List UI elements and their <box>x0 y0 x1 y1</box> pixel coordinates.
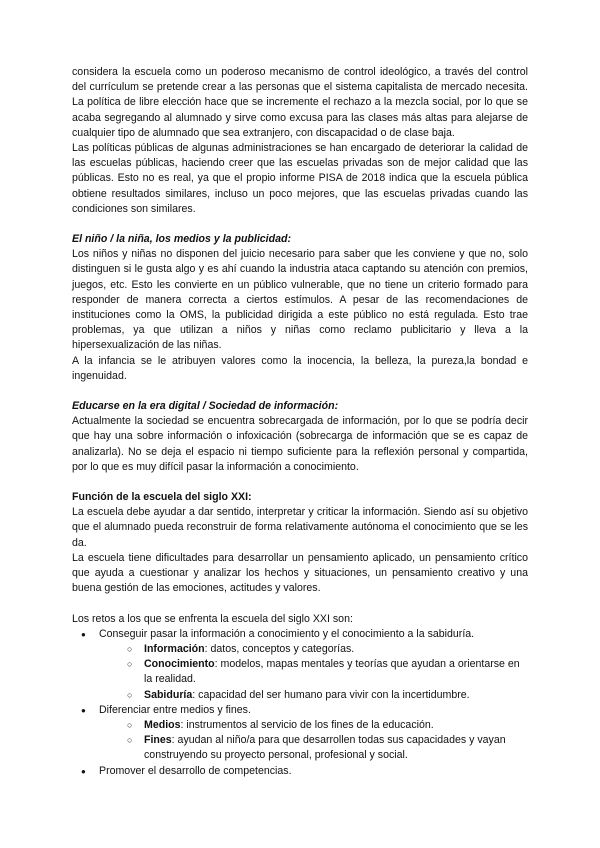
challenges-list <box>72 627 528 779</box>
term: Fines <box>144 734 172 747</box>
list-item <box>99 764 528 779</box>
list-item <box>99 703 528 764</box>
challenge-2-text: Diferenciar entre medios y fines. <box>99 703 251 716</box>
media-paragraph-2: A la infancia se le atribuyen valores como la inocencia, la belleza, la pureza,la bondad e ingenuidad. <box>72 354 528 382</box>
term-description: : instrumentos al servicio de los fines de la educación. <box>180 718 434 731</box>
list-item <box>144 657 528 687</box>
sub-list <box>99 642 528 703</box>
list-item <box>144 718 528 733</box>
section-heading-digital: Educarse en la era digital / Sociedad de información: <box>72 400 339 413</box>
school-paragraph-2: La escuela tiene dificultades para desarrollar un pensamiento aplicado, un pensamiento crítico que ayuda a cuestionar y analizar los hechos y situaciones, un pensamiento creativo y una buena gestión de las emociones, actitudes y valores. <box>72 551 528 595</box>
term-description: : datos, conceptos y categorías. <box>204 642 355 655</box>
term: Información <box>144 642 205 655</box>
school-paragraph-1: La escuela debe ayudar a dar sentido, interpretar y criticar la información. Siendo así su objetivo que el alumnado pueda reconstruir de forma relativamente autónoma el conocimiento que se les da. <box>72 506 528 549</box>
term: Sabiduría <box>144 688 193 701</box>
list-item <box>144 642 528 657</box>
challenge-3-text: Promover el desarrollo de competencias. <box>99 764 292 777</box>
media-paragraph-1: Los niños y niñas no disponen del juicio necesario para saber que les conviene y que no, solo distinguen si le gusta algo y es ahí cuando la industria ataca captando su atención con premios, juegos, etc. Esto les convierte en un público vulnerable, que no tiene un criterio formado para responder de manera correcta a ciertos estímulos. A pesar de las recomendaciones de instituciones como la OMS, la publicidad dirigida a este público no está regulada. Esto trae problemas, ya que utilizan a niños y niñas como reclamo publicitario y lleva a la hipersexualización de las niñas. <box>72 248 528 352</box>
list-item <box>144 733 528 763</box>
term: Medios <box>144 718 181 731</box>
list-item <box>144 688 528 703</box>
intro-paragraph-1: considera la escuela como un poderoso mecanismo de control ideológico, a través del control del currículum se pretende crear a las personas que el sistema capitalista de mercado necesita. La política de libre elección hace que se incremente el rechazo a la mezcla social, por lo que se acaba segregando al alumnado y sirve como excusa para las clases más altas para alejarse de cualquier tipo de alumnado que sea extranjero, con discapacidad o de clase baja. <box>72 66 528 139</box>
term: Conocimiento <box>144 658 215 671</box>
section-heading-school: Función de la escuela del siglo XXI: <box>72 491 252 504</box>
challenges-intro: Los retos a los que se enfrenta la escuela del siglo XXI son: <box>72 612 353 625</box>
section-heading-media: El niño / la niña, los medios y la publicidad: <box>72 233 291 246</box>
term-description: : ayudan al niño/a para que desarrollen todas sus capacidades y vayan construyendo su proyecto personal, profesional y social. <box>144 734 506 762</box>
term-description: : modelos, mapas mentales y teorías que ayudan a orientarse en la realidad. <box>144 658 520 686</box>
term-description: : capacidad del ser humano para vivir con la incertidumbre. <box>192 688 470 701</box>
list-item <box>99 627 528 703</box>
challenge-1-text: Conseguir pasar la información a conocimiento y el conocimiento a la sabiduría. <box>99 627 475 640</box>
sub-list <box>99 718 528 764</box>
intro-paragraph-2: Las políticas públicas de algunas administraciones se han encargado de deteriorar la calidad de las escuelas públicas, haciendo creer que las escuelas privadas son de mejor calidad que las públicas. Esto no es real, ya que el propio informe PISA de 2018 indica que la escuela pública obtiene resultados similares, incluso un poco mejores, que las escuelas privadas cuando las condiciones son similares. <box>72 142 528 215</box>
digital-paragraph-1: Actualmente la sociedad se encuentra sobrecargada de información, por lo que se podría decir que hay una sobre información o infoxicación (sobrecarga de información que se es capaz de analizarla). No se deja el espacio ni tiempo suficiente para la reflexión personal y compartida, por lo que es muy difícil pasar la información a conocimiento. <box>72 415 528 473</box>
